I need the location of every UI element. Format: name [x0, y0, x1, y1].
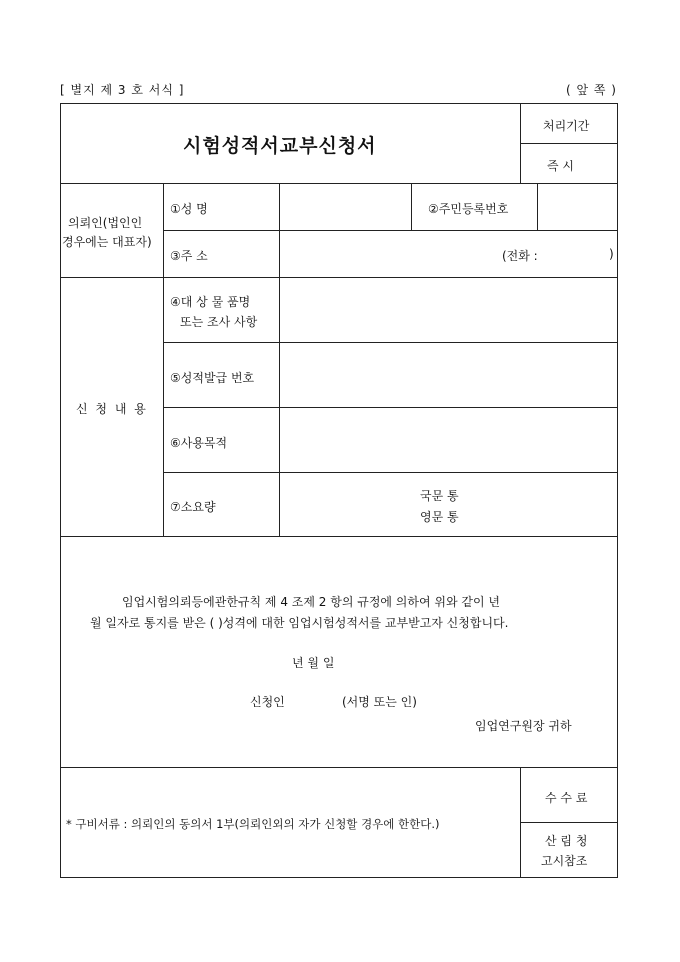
form-number: [ 별지 제 3 호 서식 ]	[60, 83, 185, 97]
signature-hint: (서명 또는 인)	[342, 695, 417, 709]
fee-line1: 산 림 청	[545, 834, 588, 848]
copies-korean: 국문 통	[420, 489, 459, 503]
address-field[interactable]	[282, 235, 492, 275]
statement-date-line: 년 월 일	[292, 656, 335, 670]
fee-line2: 고시참조	[541, 854, 588, 868]
recipient: 임업연구원장 귀하	[475, 719, 572, 733]
signer-label: 신청인	[250, 695, 285, 709]
applicant-group-label	[62, 214, 152, 252]
applicant-group-label-line2: 경우에는 대표자)	[62, 235, 152, 249]
name-field[interactable]	[282, 188, 409, 228]
address-label: ③주 소	[170, 249, 208, 263]
form-title: 시험성적서교부신청서	[183, 135, 377, 157]
item5-label: ⑤성적발급 번호	[170, 371, 255, 385]
name-label: ①성 명	[170, 202, 208, 216]
page-side-label: ( 앞 쪽 )	[566, 83, 617, 97]
item4-label-line1: ④대 상 물 품명	[170, 295, 251, 309]
item4-label	[170, 292, 257, 332]
processing-period-value: 즉 시	[547, 159, 574, 173]
processing-period-label: 처리기간	[543, 119, 590, 133]
phone-close: )	[609, 247, 614, 261]
applicant-group-label-line1: 의뢰인(법인인	[68, 216, 143, 230]
required-documents-note: * 구비서류 : 의뢰인의 동의서 1부(의뢰인외의 자가 신청할 경우에 한한다.)	[66, 817, 440, 831]
fee-label: 수 수 료	[545, 791, 588, 805]
item4-label-line2: 또는 조사 사항	[180, 315, 258, 329]
item7-label: ⑦소요량	[170, 500, 216, 514]
statement-line1: 임업시험의뢰등에관한규칙 제 4 조제 2 항의 규정에 의하여 위와 같이 년	[122, 595, 500, 609]
item6-label: ⑥사용목적	[170, 436, 228, 450]
rrn-field[interactable]	[540, 188, 616, 228]
phone-label: (전화 :	[502, 249, 538, 263]
rrn-label: ②주민등록번호	[428, 202, 509, 216]
request-group-label: 신 청 내 용	[76, 402, 148, 416]
statement-line2: 월 일자로 통지를 받은 ( )성격에 대한 임업시험성적서를 교부받고자 신청합니다.	[90, 616, 509, 630]
copies-english: 영문 통	[420, 510, 459, 524]
